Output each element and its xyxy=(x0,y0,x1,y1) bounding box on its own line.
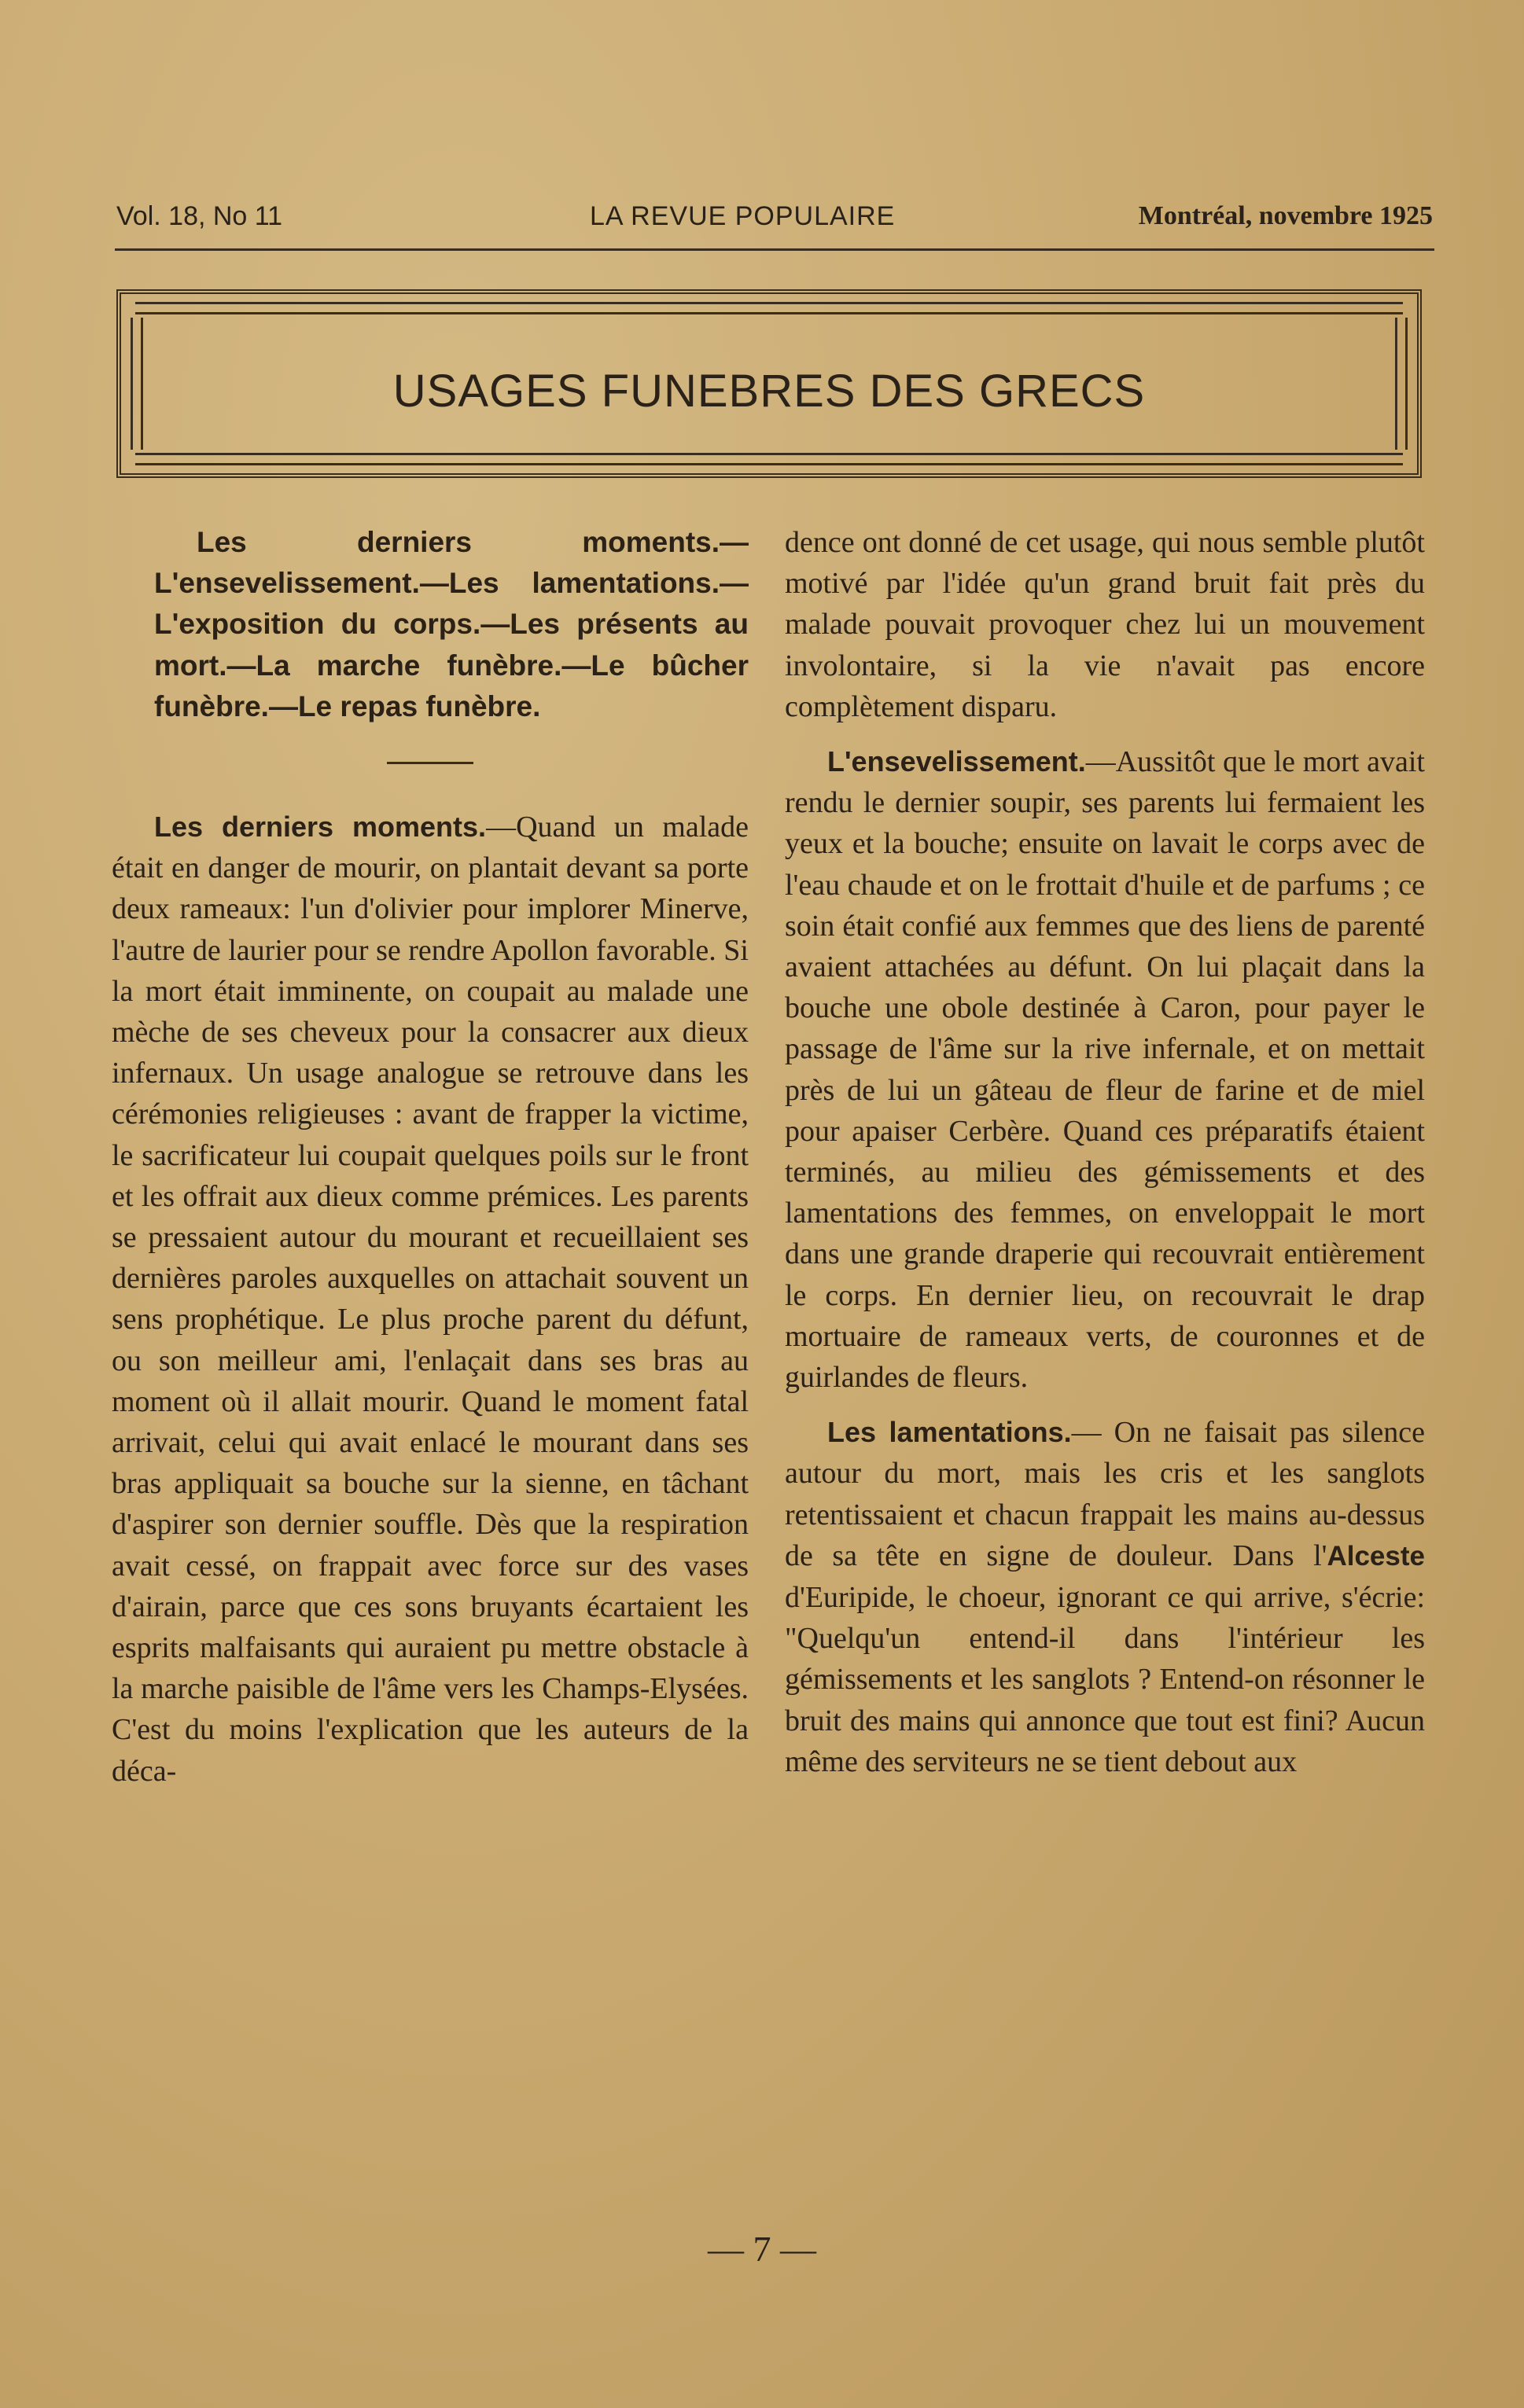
place-date: Montréal, novembre 1925 xyxy=(1138,201,1433,230)
left-column xyxy=(112,522,749,1792)
paragraph-heading: L'ensevelissement. xyxy=(827,745,1086,778)
paragraph-heading: Les derniers moments. xyxy=(154,811,487,844)
work-title-alceste: Alceste xyxy=(1327,1540,1425,1572)
section-divider xyxy=(387,762,473,764)
paragraph-lamentations xyxy=(785,1412,1425,1782)
header-rule xyxy=(115,248,1434,251)
paragraph-derniers-moments xyxy=(112,807,749,1792)
page-number: — 7 — xyxy=(708,2229,816,2269)
paragraph-text: — On ne faisait pas silence autour du mort, mais les cris et les sanglots retentissaient et chacun frappait les mains au-dessus de sa tête en signe de douleur. Dans l' xyxy=(785,1416,1425,1572)
right-column xyxy=(785,522,1425,1782)
paragraph-text: —Aussitôt que le mort avait rendu le dernier soupir, ses parents lui fermaient les yeux et la bouche; ensuite on lavait le corps avec de l'eau chaude et on le frottait d'huile et de parfums ; ce soin était confié aux femmes que des liens de parenté avaient attachées au défunt. On lui plaçait dans la bouche une obole destinée à Caron, pour payer le passage de l'âme sur la rive infernale, et on mettait près de lui un gâteau de fleur de farine et de miel pour apaiser Cerbère. Quand ces préparatifs étaient terminés, au milieu des gémissements et des lamentations des femmes, on enveloppait le mort dans une grande draperie qui recouvrait entièrement le corps. En dernier lieu, on recouvrait le drap mortuaire de rameaux verts, de couronnes et de guirlandes de fleurs. xyxy=(785,745,1425,1395)
paragraph-heading: Les lamentations. xyxy=(827,1416,1072,1449)
volume-number: Vol. 18, No 11 xyxy=(116,201,283,231)
paragraph-text: d'Euripide, le choeur, ignorant ce qui arrive, s'écrie: "Quelqu'un entend-il dans l'intérieur les gémissements et les sanglots ? Entend-on résonner le bruit des mains qui annonce que tout est fini? Aucun même des serviteurs ne se tient debout aux xyxy=(785,1581,1425,1778)
title-frame xyxy=(116,289,1422,478)
paragraph-text: —Quand un malade était en danger de mourir, on plantait devant sa porte deux rameaux: l'un d'olivier pour implorer Minerve, l'autre de laurier pour se rendre Apollon favorable. Si la mort était imminente, on coupait au malade une mèche de ses cheveux pour la consacrer aux dieux infernaux. Un usage analogue se retrouve dans les cérémonies religieuses : avant de frapper la victime, le sacrificateur lui coupait quelques poils sur le front et les offrait aux dieux comme prémices. Les parents se pressaient autour du mourant et recueillaient ses dernières paroles auxquelles on attachait souvent un sens prophétique. Le plus proche parent du défunt, ou son meilleur ami, l'enlaçait dans ses bras au moment où il allait mourir. Quand le moment fatal arrivait, celui qui avait enlacé le mourant dans ses bras appliquait sa bouche sur la sienne, en tâchant d'aspirer son dernier souffle. Dès que la respiration avait cessé, on frappait avec force sur des vases d'airain, parce que ces sons bruyants écartaient les esprits malfaisants qui auraient pu mettre obstacle à la marche paisible de l'âme vers les Champs-Elysées. C'est du moins l'explication que les auteurs de la déca- xyxy=(112,811,749,1788)
page-header xyxy=(116,201,1433,233)
article-summary: Les derniers moments.—L'ensevelissement.—Les lamentations.—L'exposition du corps.—Les présents au mort.—La marche funèbre.—Le bûcher funèbre.—Le repas funèbre. xyxy=(154,526,749,722)
article-title: USAGES FUNEBRES DES GRECS xyxy=(392,366,1146,417)
publication-name: LA REVUE POPULAIRE xyxy=(590,201,896,231)
paragraph-continuation: dence ont donné de cet usage, qui nous semble plutôt motivé par l'idée qu'un grand bruit fait près du malade pouvait provoquer chez lui un mouvement involontaire, si la vie n'avait pas encore complètement disparu. xyxy=(785,526,1425,723)
paragraph-ensevelissement xyxy=(785,741,1425,1398)
